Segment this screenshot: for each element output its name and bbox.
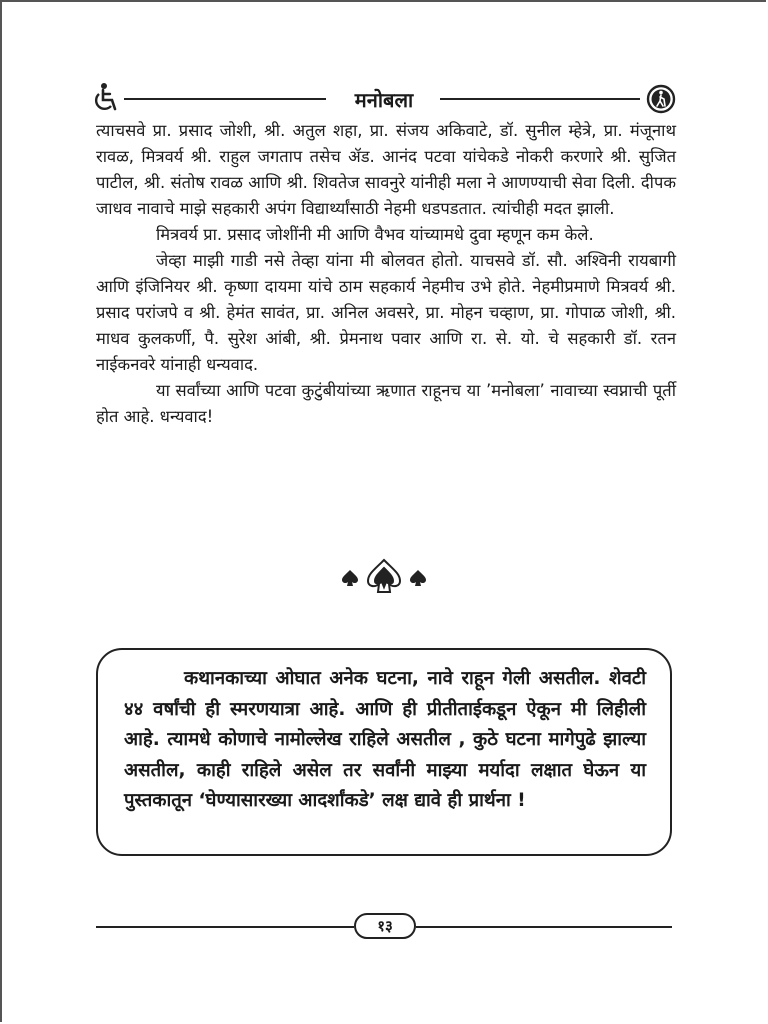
wheelchair-icon (90, 82, 122, 114)
spade-ornament-icon (338, 556, 430, 596)
footer-rule-right (416, 926, 672, 928)
paragraph-1: त्याचसवे प्रा. प्रसाद जोशी, श्री. अतुल शहा, प्रा. संजय अकिवाटे, डॉ. सुनील म्हेत्रे, प्रा. मंजूनाथ रावळ, मित्रवर्य श्री. राहुल जगताप तसेच ॲड. आनंद पटवा यांचेकडे नोकरी करणारे श्री. सुजित पाटील, श्री. संतोष रावळ आणि श्री. शिवतेज सावनुरे यांनीही मला ने आणण्याची सेवा दिली. दीपक जाधव नावाचे माझे सहकारी अपंग विद्यार्थ्यांसाठी नेहमी धडपडतात. त्यांचीही मदत झाली. (96, 121, 676, 218)
acknowledgement-note-box (96, 648, 672, 856)
main-text (96, 118, 676, 430)
header-rule-left (124, 98, 326, 100)
page-number: १३ (354, 913, 416, 939)
page-header (90, 82, 680, 116)
paragraph-4: या सर्वांच्या आणि पटवा कुटुंबीयांच्या ऋणात राहूनच या ’मनोबला’ नावाच्या स्वप्नाची पूर्ती होत आहे. धन्यवाद! (96, 381, 676, 426)
note-text: कथानकाच्या ओघात अनेक घटना, नावे राहून गेली असतील. शेवटी ४४ वर्षांची ही स्मरणयात्रा आहे. आणि ही प्रीतीताईकडून ऐकून मी लिहीली आहे. त्यामधे कोणाचे नामोल्लेख राहिले असतील , कुठे घटना मागेपुढे झाल्या असतील, काही राहिले असेल तर सर्वांनी माझ्या मर्यादा लक्षात घेऊन या पुस्तकातून ‘घेण्यासारख्या आदर्शांकडे’ लक्ष द्यावे ही प्रार्थना ! (124, 668, 646, 811)
cane-walker-badge-icon (646, 84, 676, 114)
running-title: मनोबला (354, 88, 414, 112)
header-rule-right (440, 98, 640, 100)
paragraph-2: मित्रवर्य प्रा. प्रसाद जोशींनी मी आणि वैभव यांच्यामधे दुवा म्हणून कम केले. (156, 225, 594, 244)
paragraph-3: जेव्हा माझी गाडी नसे तेव्हा यांना मी बोलवत होतो. याचसवे डॉ. सौ. अश्विनी रायबागी आणि इंजिनियर श्री. कृष्णा दायमा यांचे ठाम सहकार्य नेहमीच उभे होते. नेहमीप्रमाणे मित्रवर्य श्री. प्रसाद परांजपे व श्री. हेमंत सावंत, प्रा. अनिल अवसरे, प्रा. मोहन चव्हाण, प्रा. गोपाळ जोशी, श्री. माधव कुलकर्णी, पै. सुरेश आंबी, श्री. प्रेमनाथ पवार आणि रा. से. यो. चे सहकारी डॉ. रतन नाईकनवरे यांनाही धन्यवाद. (96, 251, 676, 374)
page-footer (96, 910, 672, 940)
footer-rule-left (96, 926, 354, 928)
